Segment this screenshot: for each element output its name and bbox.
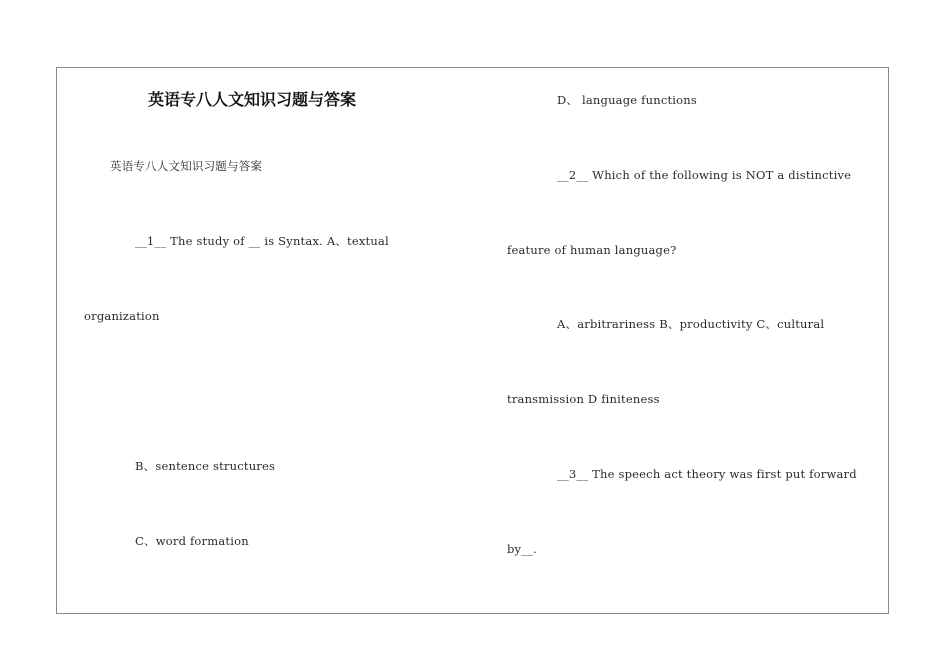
question-1-option-c: C、word formation [135,534,249,548]
subtitle: 英语专八人文知识习题与答案 [110,159,263,173]
page-border [56,67,889,614]
question-1-option-b: B、sentence structures [135,459,276,473]
question-2-line-2: feature of human language? [507,243,677,257]
question-2-options-line-2: transmission D finiteness [507,392,660,406]
question-1-line-2: organization [84,309,160,323]
question-2-options-line-1: A、arbitrariness B、productivity C、cultural [557,317,825,331]
question-3-line-2: by__. [507,542,538,556]
question-1-line-1: __1__ The study of __ is Syntax. A、textual [135,234,389,248]
document-title: 英语专八人文知识习题与答案 [148,90,357,109]
question-3-line-1: __3__ The speech act theory was first put forward [557,467,857,481]
question-1-option-d: D、 language functions [557,93,698,107]
question-2-line-1: __2__ Which of the following is NOT a distinctive [557,168,852,182]
